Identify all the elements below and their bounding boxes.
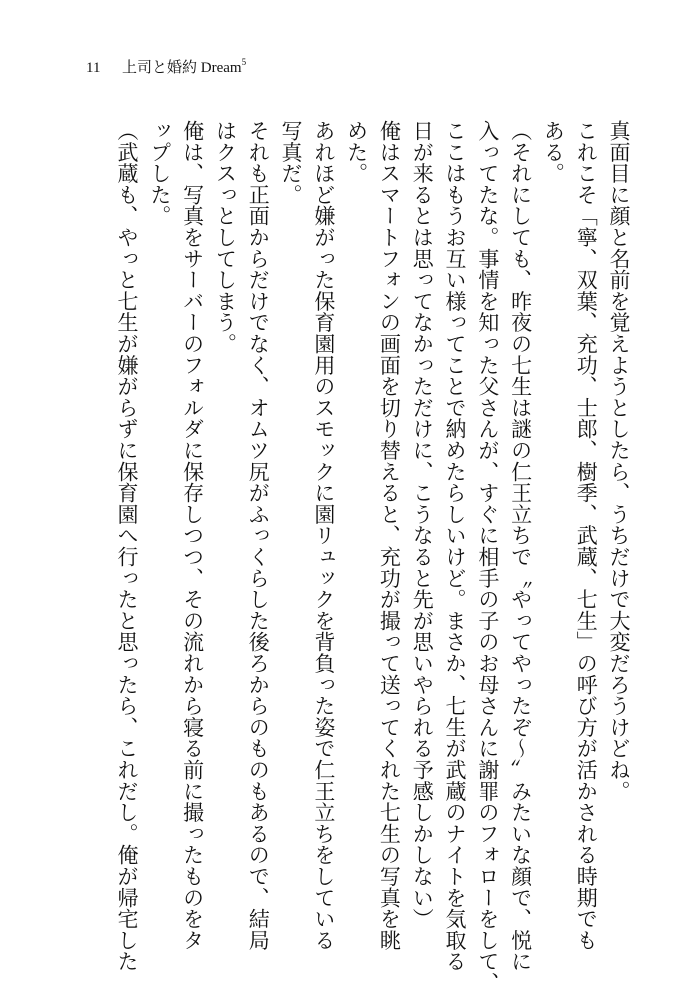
text-line-6: ここはもうお互い様ってことで納めたらしいけど。まさか、七生が武蔵のナイトを気取る	[443, 120, 468, 972]
text-line-4: （それにしても、昨夜の七生は謎の仁王立ちで〝やってやったぞ～〟みたいな顔で、悦に	[508, 120, 533, 972]
page-number: 11	[86, 60, 101, 76]
book-title	[122, 57, 247, 76]
text-line-8: 俺はスマートフォンの画面を切り替えると、充功が撮って送ってくれた七生の写真を眺	[377, 120, 402, 951]
running-header	[86, 58, 246, 79]
text-line-15: ップした。	[147, 120, 172, 227]
text-line-10: あれほど嫌がった保育園用のスモックに園リュックを背負った姿で仁王立ちをしている	[311, 120, 336, 951]
book-title-volume: 5	[241, 57, 247, 67]
text-line-16: （武蔵も、やっと七生が嫌がらずに保育園へ行ったと思ったら、これだし。俺が帰宅した	[115, 120, 140, 972]
text-line-7: 日が来るとは思ってなかっただけに、こうなると先が思いやられる予感しかしない）	[410, 120, 435, 930]
text-line-1: 真面目に顔と名前を覚えようとしたら、うちだけで大変だろうけどね。	[607, 120, 631, 802]
text-line-5: 入ってたな。事情を知った父さんが、すぐに相手の子のお母さんに謝罪のフォローをして、	[475, 120, 500, 994]
text-line-3: ある。	[541, 120, 566, 184]
text-line-11: 写真だ。	[279, 120, 304, 206]
vertical-text-body	[110, 120, 635, 994]
text-line-9: めた。	[344, 120, 369, 184]
book-title-text: 上司と婚約 Dream	[122, 60, 242, 76]
text-line-14: 俺は、写真をサーバーのフォルダに保存しつつ、その流れから寝る前に撮ったものをタ	[180, 120, 205, 951]
text-line-13: はクスっとしてしまう。	[213, 120, 238, 355]
text-line-2: これこそ「寧、双葉、充功、士郎、樹季、武蔵、七生」の呼び方が活かされる時期でも	[574, 120, 599, 951]
text-line-12: それも正面からだけでなく、オムツ尻がふっくらした後ろからのものもあるので、結局	[246, 120, 271, 951]
